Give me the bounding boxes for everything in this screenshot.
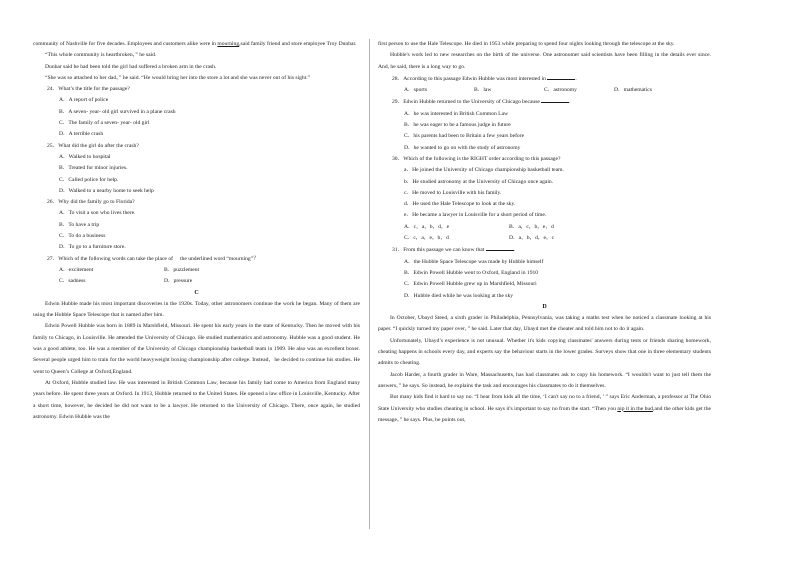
passage-c-paragraph: first person to use the Hale Telescope. He died in 1953 while preparing to spend four nights looking through the telescope at the sky.: [378, 41, 675, 47]
question-24: 24．What’s the title for the passage?: [47, 86, 130, 93]
option: A．A report of police: [59, 97, 109, 104]
option: A．Walked to hospital: [59, 153, 111, 160]
option: C．Edwin Powell Hubble grew up in Marshfield, Missouri: [404, 281, 537, 288]
option: D．a，b，d，e，c: [509, 235, 555, 242]
question-27: 27．Which of the following words can take the place of the underlined word “mourning”？: [47, 255, 259, 262]
option: A．he was interested in British Common Law: [404, 110, 509, 117]
order-item: a．He joined the University of Chicago championship basketball team.: [404, 167, 564, 174]
option: C．astronomy: [544, 87, 577, 94]
option: D．Walked to a nearby home to seek help: [59, 187, 154, 194]
passage-c-paragraph: Hubble's work led to new researches on the birth of the universe. One astronomer said scientists have been filling in the details ever since. And, he said, there is a long way to go.: [378, 52, 711, 70]
question-26: 26．Why did the family go to Florida?: [47, 199, 135, 206]
option-row: [378, 222, 711, 233]
column-divider: [369, 39, 370, 529]
underlined-word-mourning: mourning: [217, 41, 240, 47]
option: B．To have a trip: [59, 221, 100, 228]
option: D．pressure: [164, 278, 193, 285]
option: D．Hubble died while he was looking at the sky: [404, 292, 514, 299]
answer-blank: [541, 96, 569, 103]
passage-b-text: Dunbar said he had been told the girl had suffered a broken arm in the crash.: [45, 63, 217, 70]
passage-c-paragraph: Edwin Hubble made his most important discoveries in the 1920s. Today, other astronomers continue the work he began. Many of them are using the Hubble Space Telescope that is named after him.: [33, 300, 360, 319]
option: B．Edwin Powell Hubble went to Oxford, England in 1910: [404, 269, 539, 276]
passage-c-paragraph: At Oxford, Hubble studied law. He was interested in British Common Law, because his family had come to America from England many years before. He spent three years at Oxford. In 1913, Hubble returned to the United States. He opened a law office in Louisville, Kentucky. After a short time, however, he decided he did not want to be a lawyer. He returned to the University of Chicago. There, once again, he studied astronomy. Edwin Hubble was the: [33, 379, 360, 420]
option: D．mathematics: [614, 87, 652, 94]
question-25: 25．What did the girl do after the crash?: [47, 142, 139, 149]
question-31: 31．From this passage we can know that .: [378, 244, 711, 256]
option-row: [378, 233, 711, 244]
order-item: c．He moved to Louisville with his family.: [404, 189, 502, 196]
option: A．sports: [404, 87, 427, 94]
option-row: [33, 276, 360, 287]
option-row: [33, 265, 360, 276]
passage-b-text: “This whole community is heartbroken，” he said.: [45, 52, 157, 59]
option: A．c，a，b，d，e: [404, 223, 450, 230]
option: D．he wanted to go on with the study of astronomy: [404, 144, 521, 151]
passage-d-paragraph: Unfortunately, Ubayd’s experience is not unusual. Whether it's kids copying classmates' answers during tests or friends sharing homework, cheating happens in schools every day, and experts say the behaviour starts in the lower grades. Surveys show that one in three elementary students admits to cheating.: [378, 337, 711, 367]
order-item: b．He studied astronomy at the University of Chicago once again.: [404, 178, 554, 185]
order-item: d．He used the Hale Telescope to look at the sky.: [404, 201, 516, 208]
section-heading-d: D: [542, 303, 547, 310]
option: C．sadness: [59, 278, 86, 285]
option: A．To visit a son who lives there.: [59, 210, 136, 217]
option: D．A terrible crash: [59, 131, 104, 138]
option: B．Treated for minor injuries.: [59, 165, 128, 172]
section-heading-c: C: [194, 289, 199, 296]
option: B．he was eager to be a famous judge in future: [404, 122, 511, 129]
option: B．a，c，b，e，d: [509, 223, 554, 230]
answer-blank: [547, 73, 575, 80]
option: B．law: [474, 87, 492, 94]
option: C．his parents had been to Britain a few years before: [404, 133, 525, 140]
option: C．Called police for help.: [59, 176, 119, 183]
passage-c-paragraph: Edwin Powell Hubble was born in 1889 in Marshfield, Missouri. He spent his early years in the state of Kentucky. Then he moved with his family to Chicago, in Louisville. He attended the University of Chicago. He studied mathematics and astronomy. Hubble was a good student. He was a good athlete, too. He was a member of the University of Chicago championship basketball team in 1909. He also was an excellent boxer. Several people urged him to train for the world heavyweight boxing championship after college. Instead，he decided to continue his studies. He went to Queen’s College at Oxford,England.: [33, 323, 360, 375]
option-row: [378, 85, 711, 96]
option: D．To go to a furniture store.: [59, 244, 126, 251]
option: A．excitement: [59, 266, 94, 273]
answer-blank: [486, 244, 514, 251]
underlined-phrase-nip-it-in-the-bud: nip it in the bud: [617, 405, 653, 412]
right-column: [378, 39, 711, 426]
option: B．puzzlement: [164, 266, 200, 273]
option: C．The family of a seven- year- old girl: [59, 120, 150, 127]
passage-d-paragraph: In October, Ubayd Steed, a sixth grader in Philadelphia, Pennsylvania, was taking a maths test when he noticed a classmate looking at his paper. “I quickly turned my paper over，” he said. Later that day, Ubayd met the cheater and told him not to do it again.: [378, 315, 711, 333]
passage-b-text: community of Nashville for five decades. Employees and customers alike were in mourning,said family friend and store employee Troy Dunbar.: [33, 41, 357, 47]
question-28: 28．According to this passage Edwin Hubble was most interested in .: [378, 73, 711, 85]
passage-d-paragraph: Jacob Harder, a fourth grader in Ware, Massachusetts, has had classmates ask to copy his homework. “I wouldn't want to just tell them the answers，” he says. So instead, he explains the task and encourages his classmates to do it themselves.: [378, 371, 711, 389]
option: A．the Hubble Space Telescope was made by Hubble himself: [404, 258, 544, 265]
passage-d-paragraph: But many kids find it hard to say no. “I hear from kids all the time, ‘I can't say no to a friend，’ ” says Eric Anderman, a professor at The Ohio State University who studies cheating in school. He says it's important to say no from the start. “Then you nip it in the bud,and the other kids get the message，” he says. Plus, he points out,: [378, 394, 711, 423]
question-30: 30．Which of the following is the RIGHT order according to this passage?: [392, 155, 561, 162]
left-column: [33, 39, 360, 423]
option: C．To do a business: [59, 233, 106, 240]
option: B．A seven- year- old girl survived in a plane crash: [59, 108, 176, 115]
option: C．c，a，e，b，d: [404, 235, 449, 242]
passage-b-text: “She was so attached to her dad，” he said. “He would bring her into the store a lot and she was never out of his sight.”: [45, 74, 311, 81]
question-29: 29．Edwin Hubble returned to the University of Chicago because .: [378, 96, 711, 108]
order-item: e．He became a lawyer in Louisville for a short period of time.: [404, 212, 547, 219]
